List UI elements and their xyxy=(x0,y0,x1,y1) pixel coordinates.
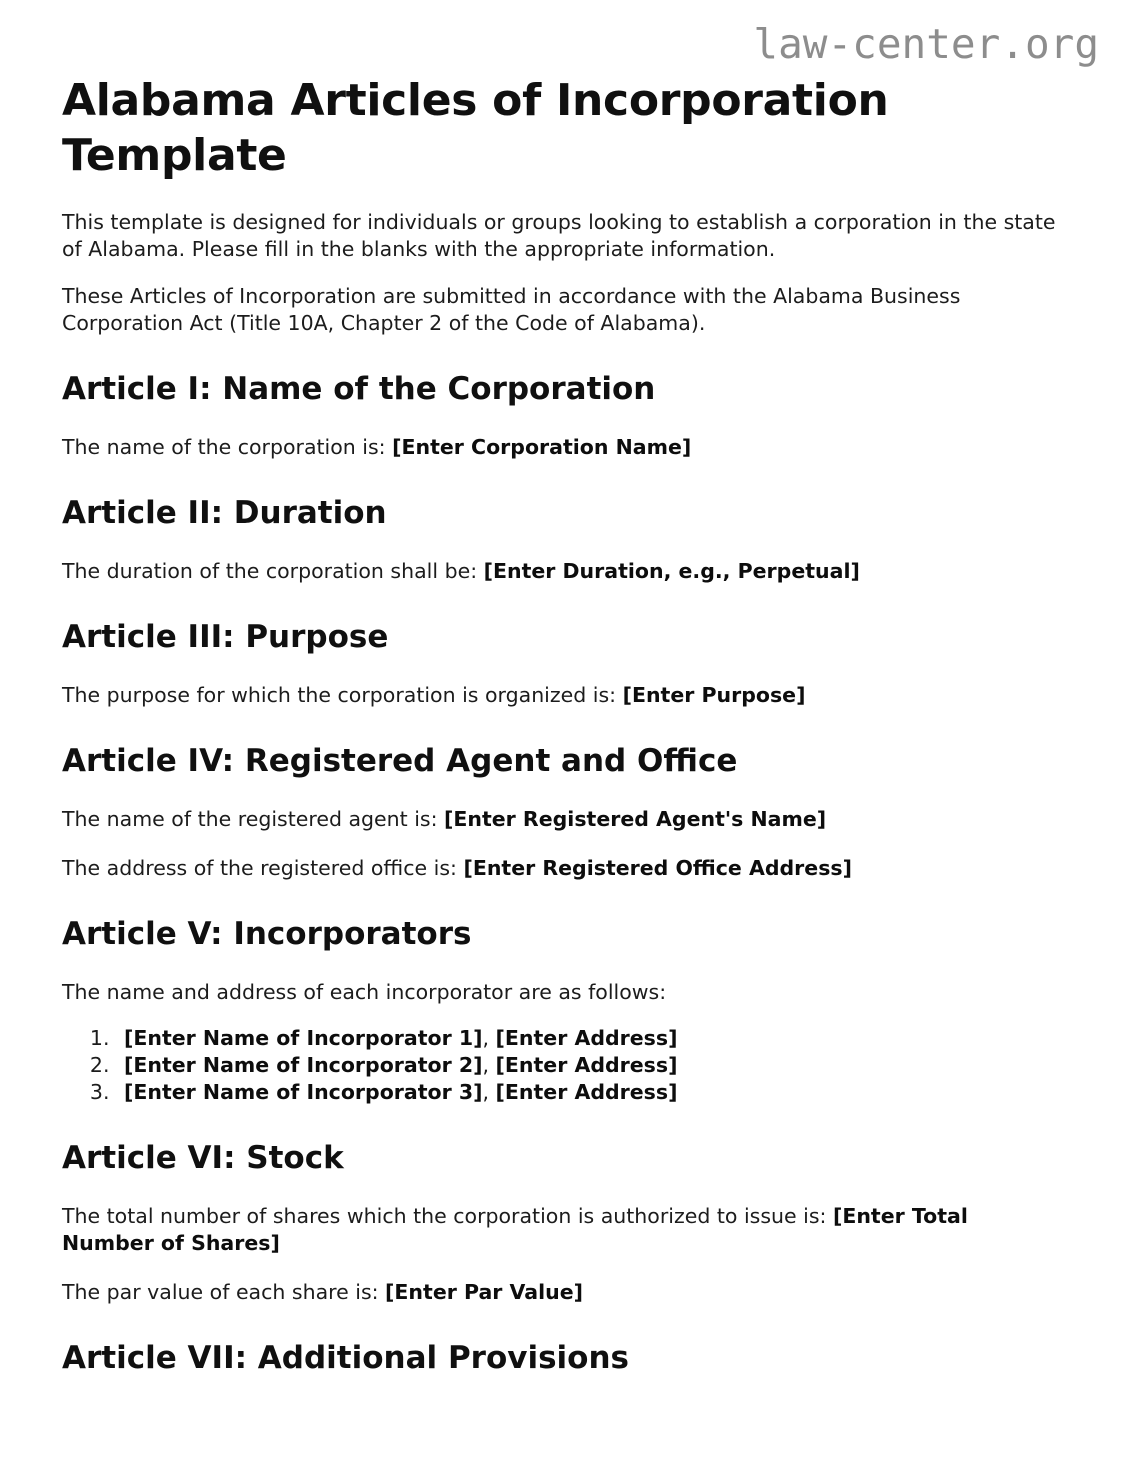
incorporator-name: [Enter Name of Incorporator 3] xyxy=(124,1080,483,1105)
spacer xyxy=(62,1006,1063,1025)
spacer xyxy=(62,337,1063,371)
spacer xyxy=(62,833,1063,855)
separator: , xyxy=(482,1052,496,1077)
spacer xyxy=(62,263,1063,283)
field-placeholder: [Enter Total Number of Shares] xyxy=(62,1204,968,1256)
field-label: The name of the corporation is: xyxy=(62,435,393,460)
site-watermark: law-center.org xyxy=(753,20,1099,68)
article-3-line-1 xyxy=(62,682,1063,709)
field-label: The duration of the corporation shall be: xyxy=(62,558,484,583)
list-item xyxy=(116,1079,1063,1106)
spacer xyxy=(62,781,1063,806)
incorporator-address: [Enter Address] xyxy=(495,1080,678,1105)
spacer xyxy=(62,409,1063,434)
field-placeholder: [Enter Par Value] xyxy=(385,1280,583,1305)
spacer xyxy=(62,657,1063,682)
article-4-line-2 xyxy=(62,855,1063,882)
incorporator-list xyxy=(62,1025,1063,1107)
spacer xyxy=(62,882,1063,916)
article-4-line-1 xyxy=(62,806,1063,833)
article-heading-1: Article I: Name of the Corporation xyxy=(62,371,656,408)
article-heading-4: Article IV: Registered Agent and Office xyxy=(62,742,738,779)
article-heading-3: Article III: Purpose xyxy=(62,619,389,655)
field-placeholder: [Enter Purpose] xyxy=(622,682,806,707)
page-title: Alabama Articles of Incorporation Template xyxy=(62,75,889,181)
field-placeholder: [Enter Corporation Name] xyxy=(392,435,692,460)
spacer xyxy=(62,709,1063,743)
spacer xyxy=(62,1306,1063,1340)
incorporator-name: [Enter Name of Incorporator 2] xyxy=(124,1052,483,1077)
incorporator-address: [Enter Address] xyxy=(495,1025,678,1050)
spacer xyxy=(62,183,1063,209)
separator: , xyxy=(482,1080,496,1105)
spacer xyxy=(62,1257,1063,1279)
list-item xyxy=(116,1052,1063,1079)
list-item xyxy=(116,1025,1063,1052)
article-6-line-1 xyxy=(62,1203,1063,1257)
spacer xyxy=(62,954,1063,979)
field-label: The purpose for which the corporation is organized is: xyxy=(62,682,623,707)
article-heading-6: Article VI: Stock xyxy=(62,1140,344,1177)
article-1-line-1 xyxy=(62,434,1063,461)
incorporator-address: [Enter Address] xyxy=(495,1052,678,1077)
field-label: The total number of shares which the corporation is authorized to issue is: xyxy=(62,1204,833,1229)
spacer xyxy=(62,585,1063,619)
field-label: The address of the registered office is: xyxy=(62,855,464,880)
intro-paragraph-1: This template is designed for individuals or groups looking to establish a corporation in the state of Alabama. Please fill in the blanks with the appropriate information. xyxy=(62,210,1056,262)
article-2-line-1 xyxy=(62,558,1063,585)
spacer xyxy=(62,533,1063,558)
intro-paragraph-2: These Articles of Incorporation are submitted in accordance with the Alabama Business Corporation Act (Title 10A, Chapter 2 of the Code of Alabama). xyxy=(62,284,961,336)
spacer xyxy=(62,1178,1063,1203)
article-6-line-2 xyxy=(62,1279,1063,1306)
incorporator-name: [Enter Name of Incorporator 1] xyxy=(124,1025,483,1050)
article-heading-2: Article II: Duration xyxy=(62,495,387,532)
field-placeholder: [Enter Duration, e.g., Perpetual] xyxy=(483,558,860,583)
field-label: The name of the registered agent is: xyxy=(62,806,445,831)
spacer xyxy=(62,1106,1063,1140)
field-placeholder: [Enter Registered Office Address] xyxy=(463,855,852,880)
field-label: The par value of each share is: xyxy=(62,1280,386,1305)
spacer xyxy=(62,461,1063,495)
field-placeholder: [Enter Registered Agent's Name] xyxy=(444,806,827,831)
article-5-line-1: The name and address of each incorporator are as follows: xyxy=(62,979,667,1004)
article-heading-7: Article VII: Additional Provisions xyxy=(62,1340,629,1377)
separator: , xyxy=(482,1025,496,1050)
article-heading-5: Article V: Incorporators xyxy=(62,915,472,952)
